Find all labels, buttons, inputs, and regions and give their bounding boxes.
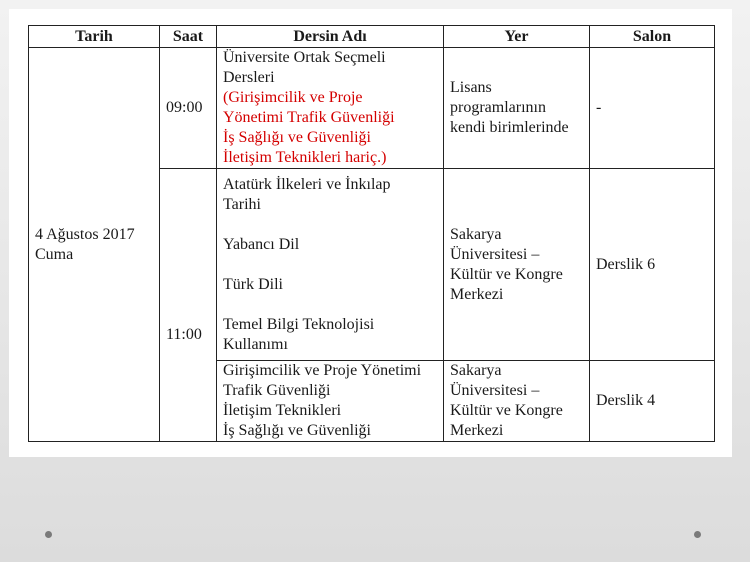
place-line: Merkezi [450,285,504,303]
place-line: Kültür ve Kongre [450,402,563,419]
course-cell [217,48,444,169]
place-line: kendi birimlerinde [450,119,569,136]
course-line: Trafik Güvenliği [223,382,331,399]
header-date: Tarih [29,26,160,48]
course-line: Türk Dili [223,275,283,293]
place-line: Sakarya [450,225,502,243]
course-line: Dersleri [223,69,275,86]
place-line: Merkezi [450,422,504,439]
table-row [29,48,715,169]
date-cell [29,48,160,442]
place-line: programlarının [450,99,546,116]
table-header-row [29,26,715,48]
day-text: Cuma [35,245,74,263]
date-text: 4 Ağustos 2017 [35,225,135,243]
course-note-line: Yönetimi Trafik Güvenliği [223,109,395,126]
header-course: Dersin Adı [217,26,444,48]
place-line: Üniversitesi – [450,245,540,263]
room-cell: - [590,48,715,169]
course-cell [217,361,444,442]
time-cell: 11:00 [160,169,217,442]
course-line: Temel Bilgi Teknolojisi [223,315,375,333]
course-line: Kullanımı [223,335,288,353]
place-line: Kültür ve Kongre [450,265,563,283]
course-note-line: İletişim Teknikleri hariç.) [223,149,387,166]
place-cell [444,48,590,169]
course-cell [217,169,444,361]
course-line: Üniversite Ortak Seçmeli [223,49,386,66]
place-line: Lisans [450,79,492,96]
course-line: İletişim Teknikleri [223,402,342,419]
course-line: Yabancı Dil [223,235,300,253]
header-place: Yer [444,26,590,48]
course-line: Tarihi [223,195,261,213]
course-note-line: (Girişimcilik ve Proje [223,89,363,106]
time-cell: 09:00 [160,48,217,169]
slide-nav-next-dot[interactable] [694,531,701,538]
course-line: Atatürk İlkeleri ve İnkılap [223,175,391,193]
exam-schedule-table [28,25,715,442]
course-note-line: İş Sağlığı ve Güvenliği [223,129,371,146]
place-cell [444,361,590,442]
course-line: Girişimcilik ve Proje Yönetimi [223,362,422,379]
header-room: Salon [590,26,715,48]
course-line: İş Sağlığı ve Güvenliği [223,422,371,439]
place-line: Sakarya [450,362,502,379]
slide-nav-prev-dot[interactable] [45,531,52,538]
room-cell: Derslik 6 [590,169,715,361]
header-time: Saat [160,26,217,48]
place-cell [444,169,590,361]
place-line: Üniversitesi – [450,382,540,399]
room-cell: Derslik 4 [590,361,715,442]
